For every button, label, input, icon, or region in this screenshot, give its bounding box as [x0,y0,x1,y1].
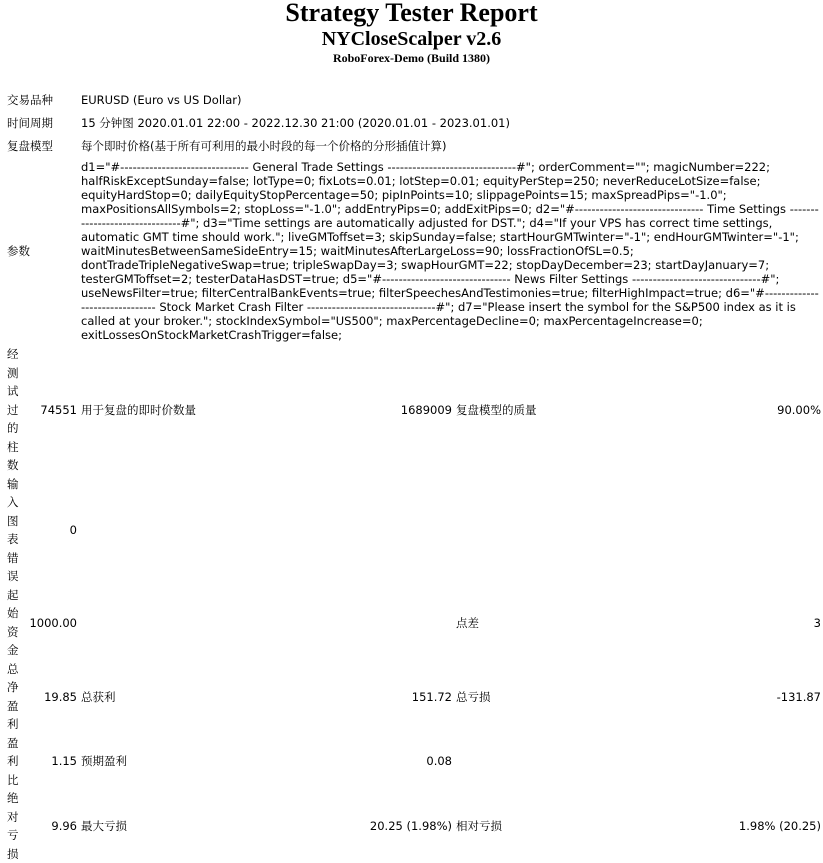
row-period [5,111,823,134]
deposit-value: 1000.00 [29,615,77,630]
profit-factor-value: 1.15 [51,754,77,769]
period-label: 时间周期 [7,115,53,130]
maximal-drawdown-label: 最大亏损 [81,819,127,833]
quality-label: 复盘模型的质量 [456,402,537,417]
deposit-label: 起始资金 [7,587,19,657]
row-net-profit [5,660,823,734]
row-parameters [5,157,823,345]
gross-loss-value: -131.87 [776,689,821,704]
expected-payoff-value: 0.08 [426,754,452,769]
net-profit-value: 19.85 [44,689,77,704]
model-label: 复盘模型 [7,138,53,153]
gross-profit-label: 总获利 [81,689,116,704]
absolute-drawdown-label: 绝对亏损 [7,791,19,861]
expert-name: NYCloseScalper v2.6 [321,28,502,50]
period-value: 15 分钟图 2020.01.01 22:00 - 2022.12.30 21:00 (2020.01.01 - 2023.01.01) [81,115,510,130]
row-drawdown [5,789,823,863]
bars-value: 74551 [40,402,77,417]
gross-loss-label: 总亏损 [456,689,491,704]
gross-profit-value: 151.72 [411,689,452,704]
maximal-drawdown-value: 20.25 (1.98%) [369,819,452,833]
ticks-value: 1689009 [400,402,452,417]
spread-value: 3 [813,615,821,630]
spread-label: 点差 [456,615,479,630]
profit-factor-label: 盈利比 [7,735,19,787]
row-profit-factor [5,734,823,790]
report-table [5,88,823,863]
net-profit-label: 总净盈利 [7,661,19,731]
symbol-label: 交易品种 [7,92,53,107]
model-value: 每个即时价格(基于所有可利用的最小时段的每一个价格的分形插值计算) [81,138,447,153]
broker-build: RoboForex-Demo (Build 1380) [332,51,491,65]
row-mismatch [5,475,823,586]
bars-label: 经测试过的柱数 [7,347,19,472]
mismatch-label: 输入图表错误 [7,476,19,583]
row-deposit [5,586,823,660]
row-bars [5,345,823,475]
relative-drawdown-value: 1.98% (20.25) [738,819,821,833]
report-title: Strategy Tester Report [285,0,538,27]
relative-drawdown-label: 相对亏损 [456,819,502,833]
row-symbol [5,88,823,111]
parameters-label: 参数 [7,244,30,258]
absolute-drawdown-value: 9.96 [51,819,77,833]
mismatch-value: 0 [69,523,77,537]
row-model [5,134,823,157]
ticks-label: 用于复盘的即时价数量 [81,402,196,417]
quality-value: 90.00% [777,402,821,417]
expected-payoff-label: 预期盈利 [81,754,127,769]
symbol-value: EURUSD (Euro vs US Dollar) [81,92,242,107]
parameters-value: d1="#------------------------------- General Trade Settings -------------------------------#"; orderComment=""; magicNumber=222; halfRiskExceptSunday=false; lotType=0; fixLots=0.01; lotStep=0.01; equityPerStep=250; neverReduceLotSize=false; equityHardStop=0; dailyEquityStopPercentage=50; pipInPoints=10; slippagePoints=15; maxSpreadPips="-1.0"; maxPositionsAllSymbols=2; stopLoss="-1.0"; addEntryPips=0; addExitPips=0; d2="#------------------------------- Time Settings -------------------------------#"; d3="Time settings are automatically adjusted for DST."; d4="If your VPS has correct time settings, automatic GMT time should work."; liveGMToffset=3; skipSunday=false; startHourGMTwinter="-1"; endHourGMTwinter="-1"; waitMinutesBetweenSameSideEntry=15; waitMinutesAfterLargeLoss=90; lossFractionOfSL=0.5; dontTradeTripleNegativeSwap=true; tripleSwapDay=3; swapHourGMT=22; stopDayDecember=23; startDayJanuary=7; testerGMToffset=2; testerDataHasDST=true; d5="#------------------------------- News Filter Settings -------------------------------#"; useNewsFilter=true; filterCentralBankEvents=true; filterSpeechesAndTestimonies=true; filterHighImpact=true; d6="#------------------------------- Stock Market Crash Filter -------------------------------#"; d7="Please insert the symbol for the S&P500 index as it is called at your broker."; stockIndexSymbol="US500"; maxPercentageDecline=0; maxPercentageIncrease=0; exitLossesOnStockMarketCrashTrigger=false; [81,160,819,342]
